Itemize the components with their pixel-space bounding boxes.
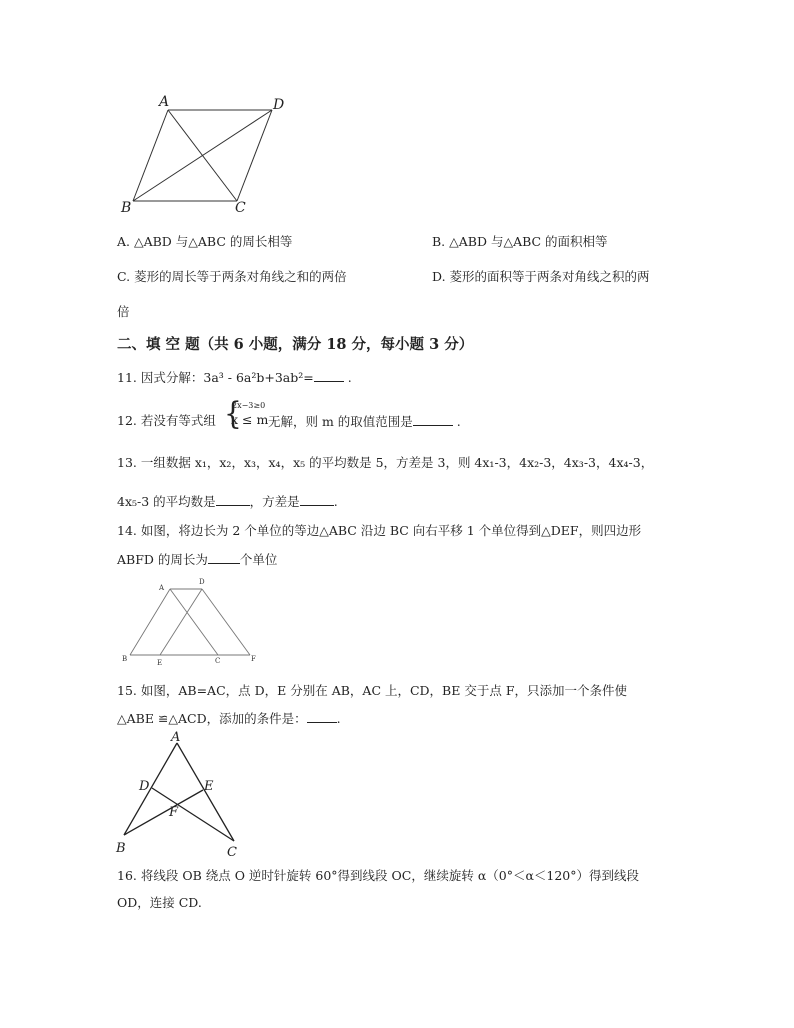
label-b: B	[116, 841, 126, 856]
label-e: E	[204, 779, 214, 794]
q15-end: .	[336, 711, 341, 726]
label-e: E	[157, 659, 163, 667]
question-16-line1: 16. 将线段 OB 绕点 O 逆时针旋转 60°得到线段 OC，继续旋转 α（0°＜α＜120°）得到线段	[117, 868, 640, 883]
q12-system-bottom: x ≤ m	[231, 412, 269, 427]
q12-system-top: 2x−3≥0	[232, 401, 266, 410]
question-11	[117, 369, 352, 386]
q11-number: 11.	[117, 370, 137, 385]
q15-condition-text: △ABE ≌△ACD，添加的条件是：	[117, 711, 307, 726]
q12-pre: 12. 若没有等式组	[117, 413, 216, 428]
option-b: B. △ABD 与△ABC 的面积相等	[432, 234, 608, 249]
q11-answer-blank[interactable]	[314, 369, 344, 382]
translation-figure	[115, 575, 265, 670]
edge-ab	[133, 110, 168, 201]
q11-end: .	[347, 370, 352, 385]
rhombus-figure	[110, 90, 310, 225]
q12-end: .	[456, 414, 461, 429]
q13-variance-blank[interactable]	[300, 493, 334, 506]
q13-end: .	[333, 494, 338, 509]
label-f: F	[251, 655, 256, 663]
q13-variance-text: ，方差是	[249, 494, 300, 509]
option-a: A. △ABD 与△ABC 的周长相等	[117, 234, 293, 249]
question-14-line2	[117, 551, 277, 568]
edge-cd	[237, 110, 272, 201]
q12-system	[224, 395, 269, 432]
q13-mean-text: 4x₅-3 的平均数是	[117, 494, 216, 509]
q11-text: 因式分解：3a³ - 6a²b+3ab²=	[140, 370, 314, 385]
question-15-line1: 15. 如图，AB=AC，点 D，E 分别在 AB，AC 上，CD，BE 交于点 F，只添加一个条件使	[117, 683, 627, 698]
label-c: C	[215, 657, 221, 665]
question-13-line2	[117, 493, 338, 510]
label-d: D	[199, 578, 205, 586]
question-15-line2	[117, 710, 341, 727]
label-d: D	[139, 779, 150, 794]
option-d-continuation: 倍	[117, 304, 130, 319]
option-c: C. 菱形的周长等于两条对角线之和的两倍	[117, 269, 347, 284]
q12-post: 无解，则 m 的取值范围是	[268, 414, 413, 429]
label-c: C	[235, 200, 246, 216]
question-12	[117, 413, 216, 429]
question-16-line2: OD，连接 CD.	[117, 895, 202, 910]
q13-mean-blank[interactable]	[216, 493, 250, 506]
label-c: C	[227, 845, 237, 860]
edge-df	[202, 589, 250, 655]
edge-ab	[124, 743, 177, 835]
label-b: B	[121, 200, 132, 216]
q14-unit-text: 个单位	[239, 552, 278, 567]
edge-ab	[130, 589, 170, 655]
label-b: B	[122, 655, 128, 663]
congruence-figure	[110, 730, 250, 860]
section-title: 二、填 空 题（共 6 小题，满分 18 分，每小题 3 分）	[117, 336, 474, 353]
q12-rest	[268, 413, 461, 430]
label-a: A	[171, 730, 181, 745]
q14-perimeter-text: ABFD 的周长为	[117, 552, 208, 567]
label-a: A	[159, 584, 165, 592]
question-13-line1: 13. 一组数据 x₁，x₂，x₃，x₄，x₅ 的平均数是 5，方差是 3，则 4x₁-3，4x₂-3，4x₃-3，4x₄-3，	[117, 455, 654, 470]
edge-ac	[170, 589, 218, 655]
segment-be	[124, 790, 203, 835]
label-f: F	[169, 805, 179, 820]
q12-answer-blank[interactable]	[413, 413, 453, 426]
q15-answer-blank[interactable]	[307, 710, 337, 723]
option-d: D. 菱形的面积等于两条对角线之积的两	[432, 269, 650, 284]
label-d: D	[273, 97, 285, 113]
edge-de	[160, 589, 202, 655]
q12-brace: {	[224, 395, 242, 432]
diagonal-bd	[133, 110, 272, 201]
question-14-line1: 14. 如图，将边长为 2 个单位的等边△ABC 沿边 BC 向右平移 1 个单位得到△DEF，则四边形	[117, 523, 642, 538]
q14-answer-blank[interactable]	[208, 551, 240, 564]
label-a: A	[159, 94, 170, 110]
